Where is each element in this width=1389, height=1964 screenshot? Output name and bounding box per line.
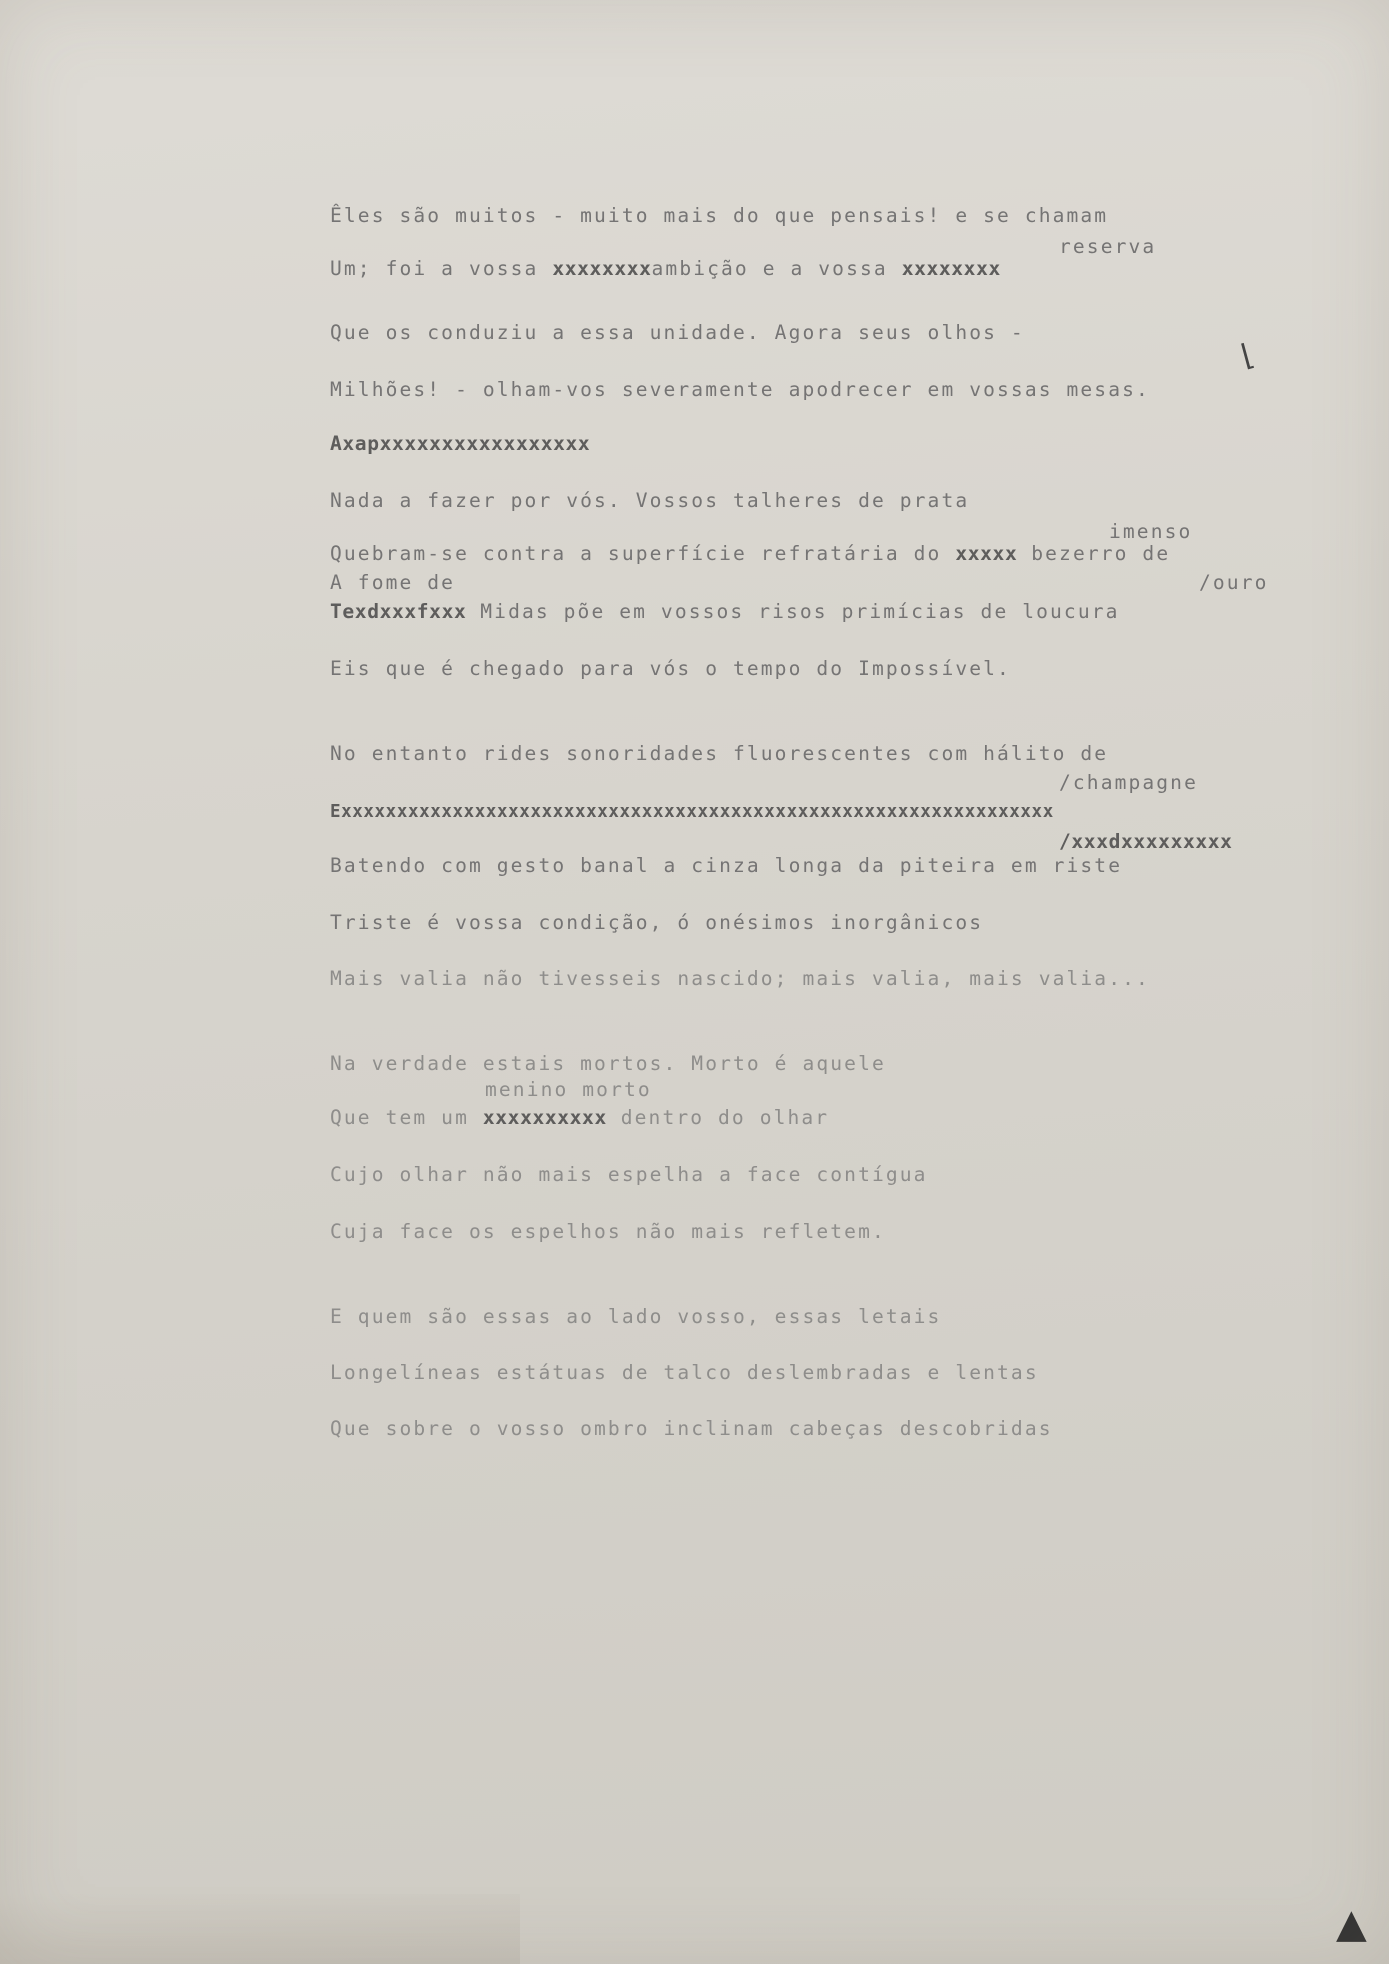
paper-fold-shadow: [0, 1894, 520, 1964]
line-14: [330, 1107, 829, 1129]
line-5: Nada a fazer por vós. Vossos talheres de prata: [330, 489, 970, 512]
struck-line-3: /xxxdxxxxxxxxx: [1059, 830, 1233, 853]
insertion-champagne: /champagne: [1059, 771, 1198, 794]
insertion-a-fome-de: A fome de: [330, 571, 456, 594]
line-6-end: bezerro de: [1031, 542, 1171, 565]
line-10: Batendo com gesto banal a cinza longa da piteira em riste: [330, 854, 1123, 877]
line-6: [330, 543, 1170, 565]
line-17: E quem são essas ao lado vosso, essas letais: [330, 1305, 942, 1328]
corner-mark: ▲: [1336, 1901, 1367, 1947]
line-2-middle: ambição e a vossa: [651, 257, 888, 280]
struck-text-1: xxxxxxxx: [552, 257, 652, 280]
line-11: Triste é vossa condição, ó onésimos inorgânicos: [330, 911, 984, 934]
insertion-imenso: imenso: [1109, 520, 1193, 543]
line-16: Cuja face os espelhos não mais refletem.: [330, 1220, 886, 1243]
struck-text-2: xxxxxxxx: [901, 257, 1001, 280]
line-15: Cujo olhar não mais espelha a face contígua: [330, 1163, 928, 1186]
line-1: Êles são muitos - muito mais do que pensais! e se chamam: [330, 204, 1109, 227]
line-14-start: Que tem um: [330, 1106, 469, 1129]
line-13: Na verdade estais mortos. Morto é aquele: [330, 1052, 886, 1075]
line-4: Milhões! - olham-vos severamente apodrecer em vossas mesas.: [330, 378, 1150, 401]
struck-line-1: Axapxxxxxxxxxxxxxxxxx: [330, 432, 591, 455]
line-7: [330, 601, 1120, 623]
line-2: [330, 258, 1001, 280]
line-19: Que sobre o vosso ombro inclinam cabeças descobridas: [330, 1417, 1053, 1440]
line-12: Mais valia não tivesseis nascido; mais valia, mais valia...: [330, 967, 1150, 990]
insertion-reserva: reserva: [1059, 235, 1157, 258]
line-2-start: Um; foi a vossa: [330, 257, 539, 280]
struck-text-3: xxxxx: [955, 542, 1018, 565]
line-6-start: Quebram-se contra a superfície refratária do: [330, 542, 942, 565]
line-18: Longelíneas estátuas de talco deslembradas e lentas: [330, 1361, 1039, 1384]
struck-text-5: xxxxxxxxxx: [482, 1106, 607, 1129]
line-7-end: Midas põe em vossos risos primícias de loucura: [480, 600, 1120, 623]
struck-text-4: Texdxxxfxxx: [330, 600, 467, 623]
insertion-ouro: /ouro: [1199, 571, 1269, 594]
insertion-menino-morto: menino morto: [485, 1078, 652, 1101]
line-8: Eis que é chegado para vós o tempo do Impossível.: [330, 657, 1011, 680]
line-3: Que os conduziu a essa unidade. Agora seus olhos -: [330, 321, 1025, 344]
pencil-mark: ⌊: [1237, 337, 1258, 374]
struck-line-2: Exxxxxxxxxxxxxxxxxxxxxxxxxxxxxxxxxxxxxxxxxxxxxxxxxxxxxxxxxxxxxxxx: [330, 802, 1054, 822]
line-14-end: dentro do olhar: [620, 1106, 830, 1129]
line-9: No entanto rides sonoridades fluorescentes com hálito de: [330, 742, 1109, 765]
